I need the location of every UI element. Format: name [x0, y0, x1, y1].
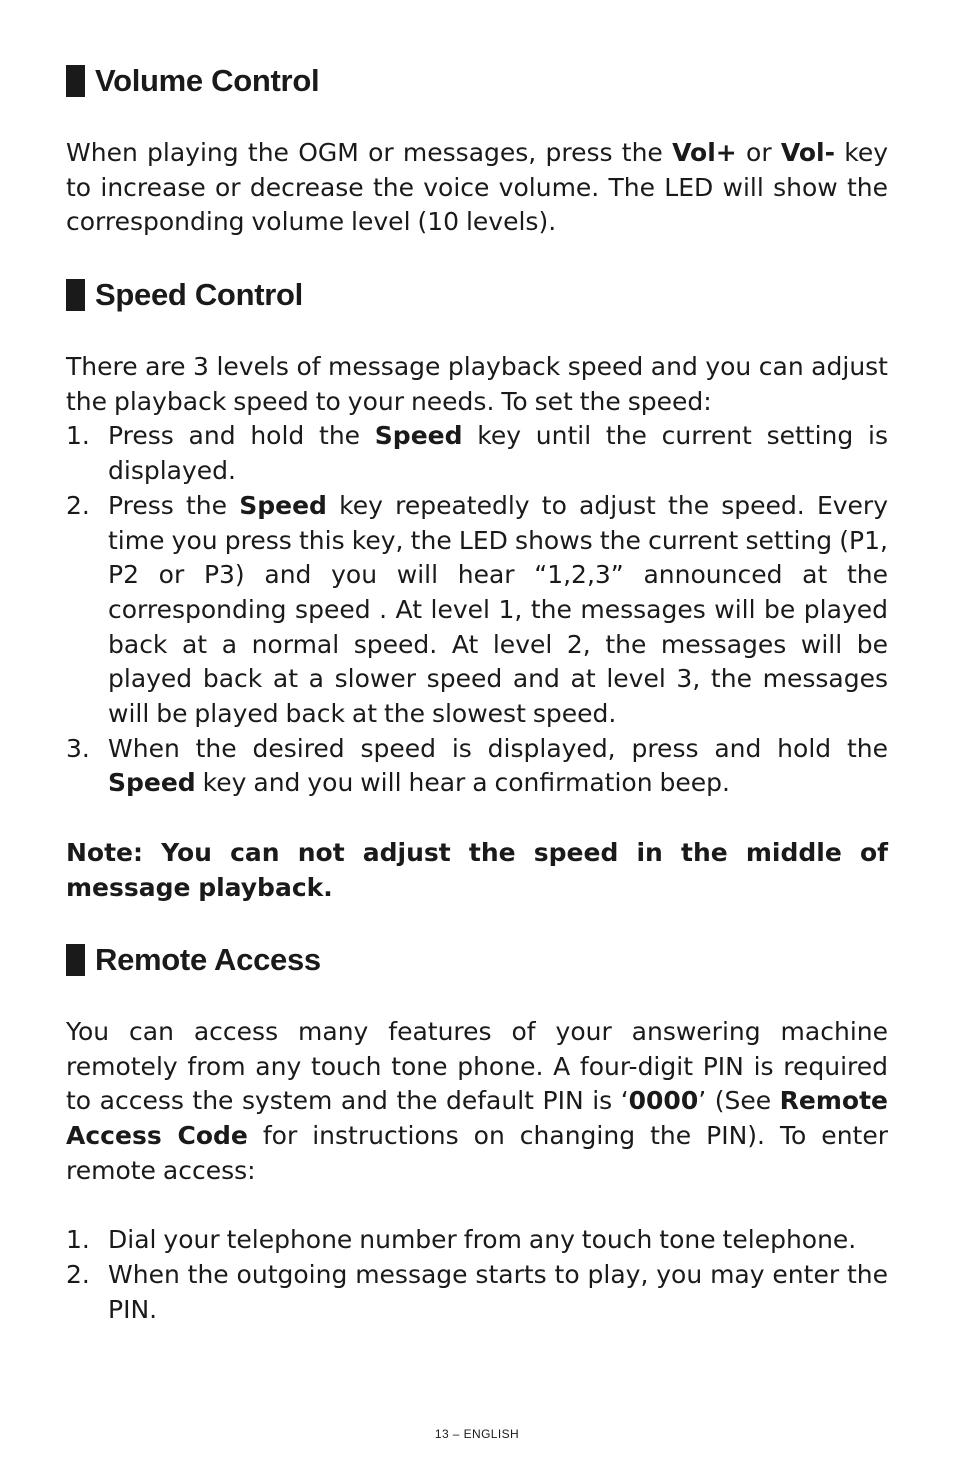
remote-step	[66, 1223, 888, 1258]
volume-control-heading	[66, 60, 319, 102]
step-text-pre: Press and hold the	[108, 421, 375, 451]
remote-step	[66, 1258, 888, 1327]
default-pin: 0000	[628, 1086, 699, 1116]
step-text-post: key until the current setting is displayed.	[108, 421, 888, 486]
speed-steps-list	[66, 419, 888, 801]
step-text: When the outgoing message starts to play, you may enter the PIN.	[108, 1259, 888, 1324]
remote-text-2: ’ (See	[698, 1086, 780, 1116]
remote-steps-list	[66, 1223, 888, 1327]
speed-key: Speed	[374, 421, 463, 451]
remote-access-code-ref: Remote Access Code	[66, 1086, 888, 1151]
speed-step	[66, 489, 888, 732]
speed-note: Note: You can not adjust the speed in the middle of message playback.	[66, 837, 888, 902]
step-number: 1.	[66, 421, 90, 451]
speed-key: Speed	[108, 768, 196, 798]
remote-paragraph	[66, 1015, 888, 1189]
page-footer: 13 – ENGLISH	[434, 1427, 520, 1441]
vol-plus-key: Vol+	[672, 138, 737, 167]
volume-text-2: key to increase or decrease the voice volume. The LED will show the corresponding volume level (10 levels).	[66, 138, 889, 237]
step-text-pre: Press the	[108, 490, 240, 520]
volume-text-1: When playing the OGM or messages, press the	[66, 138, 673, 167]
remote-text-1: You can access many features of your answering machine remotely from any touch tone phone. A four-digit PIN is required to access the system and the default PIN is ‘	[66, 1017, 888, 1116]
volume-text-or: or	[736, 138, 781, 167]
step-number: 2.	[66, 1259, 90, 1289]
step-number: 3.	[66, 733, 90, 763]
section-bullet-icon	[66, 944, 85, 976]
remote-text-3: for instructions on changing the PIN). To enter remote access:	[66, 1121, 888, 1185]
speed-intro: There are 3 levels of message playback speed and you can adjust the playback speed to your needs. To set the speed:	[66, 352, 888, 416]
volume-heading-text: Volume Control	[95, 63, 320, 98]
speed-control-heading	[66, 274, 303, 316]
vol-minus-key: Vol-	[780, 138, 835, 167]
speed-body	[66, 350, 888, 905]
remote-access-heading	[66, 939, 321, 981]
speed-step	[66, 419, 888, 488]
speed-step	[66, 732, 888, 801]
remote-heading-text: Remote Access	[95, 942, 321, 977]
volume-paragraph	[66, 136, 888, 240]
step-number: 1.	[66, 1225, 90, 1255]
speed-heading-text: Speed Control	[95, 277, 303, 312]
section-bullet-icon	[66, 65, 85, 97]
step-text-pre: When the desired speed is displayed, press and hold the	[108, 733, 888, 763]
step-text-post: key and you will hear a confirmation beep.	[195, 768, 730, 798]
section-bullet-icon	[66, 279, 85, 311]
step-text: Dial your telephone number from any touch tone telephone.	[108, 1225, 857, 1255]
step-number: 2.	[66, 490, 90, 520]
step-text-post: key repeatedly to adjust the speed. Every time you press this key, the LED shows the current setting (P1, P2 or P3) and you will hear “1,2,3” announced at the corresponding speed . At level 1, the messages will be played back at a normal speed. At level 2, the messages will be played back at a slower speed and at level 3, the messages will be played back at the slowest speed.	[108, 490, 888, 729]
remote-body	[66, 1015, 888, 1327]
speed-key: Speed	[239, 490, 327, 520]
